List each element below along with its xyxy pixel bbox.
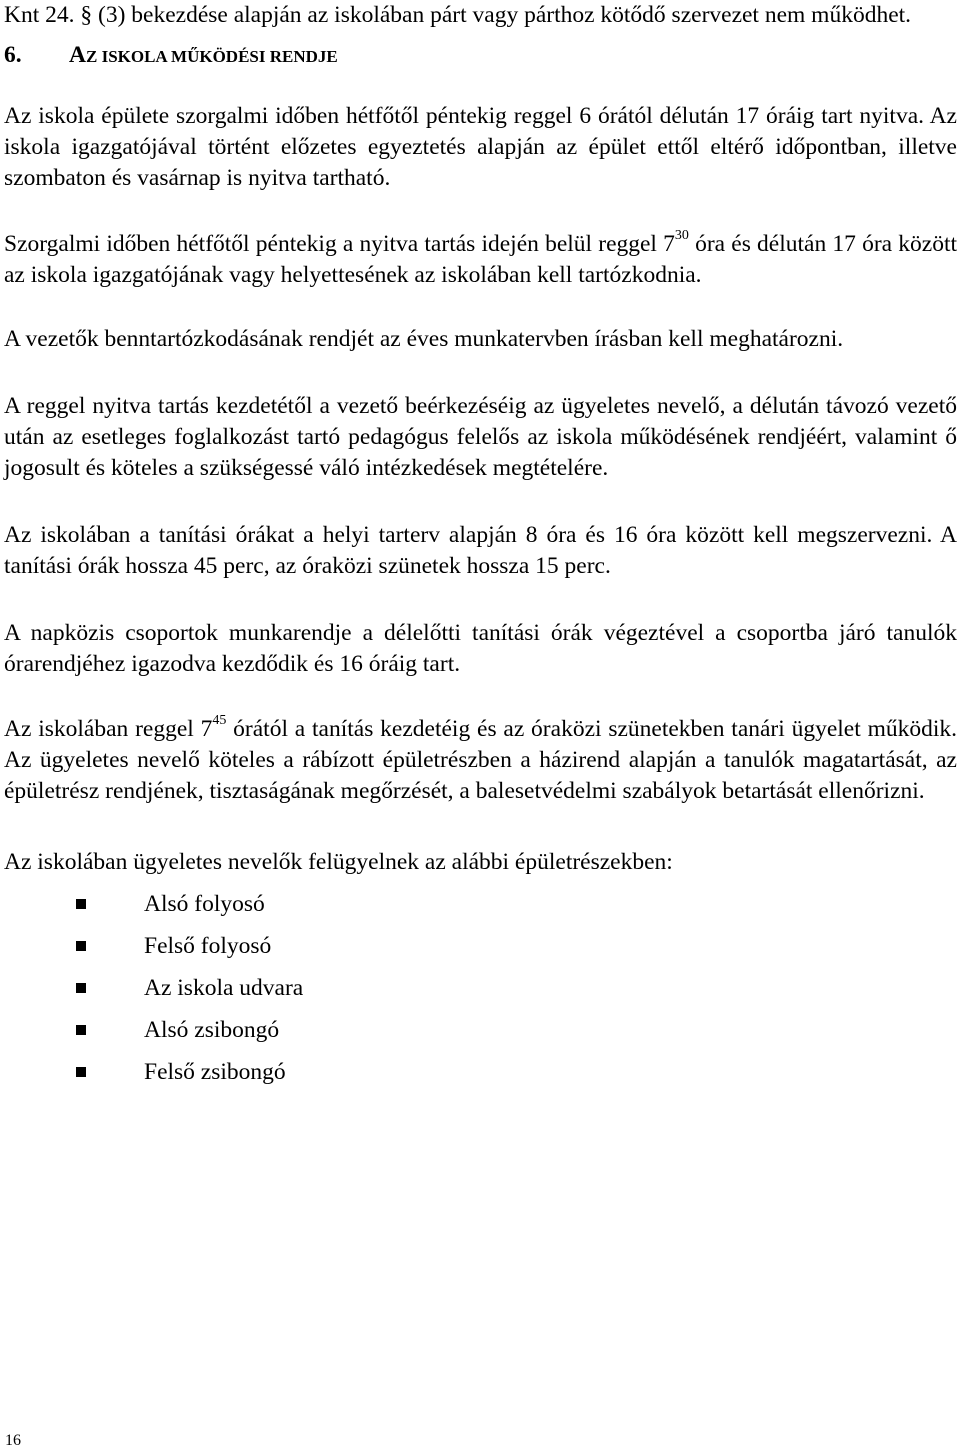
intro-paragraph: Knt 24. § (3) bekezdése alapján az iskolában párt vagy párthoz kötődő szervezet nem működhet. <box>4 2 912 28</box>
paragraph-leader-presence-start: Szorgalmi időben hétfőtől péntekig a nyitva tartás idején belül reggel 7 <box>4 231 675 257</box>
section-number: 6. <box>4 42 22 68</box>
paragraph-duty-start: Az iskolában reggel 7 <box>4 716 213 742</box>
square-bullet-icon <box>76 983 86 993</box>
list-item-label: Alsó folyosó <box>144 891 265 917</box>
paragraph-leader-schedule: A vezetők benntartózkodásának rendjét az éves munkatervben írásban kell meghatározni. <box>4 326 844 352</box>
paragraph-leader-presence-end: óra és délután 17 óra között az iskola igazgatójának vagy helyettesének az iskolában kell tartózkodnia. <box>4 231 957 288</box>
list-item-label: Felső zsibongó <box>144 1059 286 1085</box>
list-item <box>4 1057 957 1088</box>
list-item <box>4 931 957 962</box>
duty-area-list <box>4 889 957 1088</box>
list-item <box>4 889 957 920</box>
paragraph-daycare: A napközis csoportok munkarendje a délelőtti tanítási órák végeztével a csoportba járó tanulók órarendjéhez igazodva kezdődik és 16 óráig tart. <box>4 620 957 677</box>
list-item <box>4 973 957 1004</box>
page-number: 16 <box>5 1432 21 1449</box>
square-bullet-icon <box>76 899 86 909</box>
paragraph-duty-areas: Az iskolában ügyeletes nevelők felügyelnek az alábbi épületrészekben: <box>4 849 673 875</box>
square-bullet-icon <box>76 941 86 951</box>
list-item-label: Alsó zsibongó <box>144 1017 280 1043</box>
paragraph-lessons: Az iskolában a tanítási órákat a helyi tarterv alapján 8 óra és 16 óra között kell megszervezni. A tanítási órák hossza 45 perc, az óraközi szünetek hossza 15 perc. <box>4 522 957 579</box>
paragraph-duty <box>4 714 957 807</box>
time-superscript-30: 30 <box>674 228 689 244</box>
square-bullet-icon <box>76 1067 86 1077</box>
square-bullet-icon <box>76 1025 86 1035</box>
paragraph-opening-hours: Az iskola épülete szorgalmi időben hétfőtől péntekig reggel 6 órától délután 17 óráig tart nyitva. Az iskola igazgatójával történt előzetes egyeztetés alapján az épület ettől eltérő időpontban, illetve szombaton és vasárnap is nyitva tartható. <box>4 103 957 191</box>
paragraph-duty-end: órától a tanítás kezdetéig és az óraközi szünetekben tanári ügyelet működik. Az ügyeletes nevelő köteles a rábízott épületrészben a házirend alapján a tanulók magatartását, az épületrész rendjének, tisztaságának megőrzését, a balesetvédelmi szabályok betartását ellenőrizni. <box>4 716 957 804</box>
list-item <box>4 1015 957 1046</box>
document-page <box>4 0 957 1099</box>
paragraph-responsibility: A reggel nyitva tartás kezdetétől a vezető beérkezéséig az ügyeletes nevelő, a délután távozó vezető után az esetleges foglalkozást tartó pedagógus felelős az iskola működésének rendjéért, valamint ő jogosult és köteles a szükségessé váló intézkedések megtételére. <box>4 393 957 481</box>
section-title-initial: A <box>69 42 86 68</box>
paragraph-leader-presence <box>4 229 957 291</box>
list-item-label: Az iskola udvara <box>144 975 304 1001</box>
section-heading <box>4 40 957 72</box>
list-item-label: Felső folyosó <box>144 933 272 959</box>
section-title-rest: Z ISKOLA MŰKÖDÉSI RENDJE <box>85 47 338 66</box>
time-superscript-45: 45 <box>212 713 227 729</box>
